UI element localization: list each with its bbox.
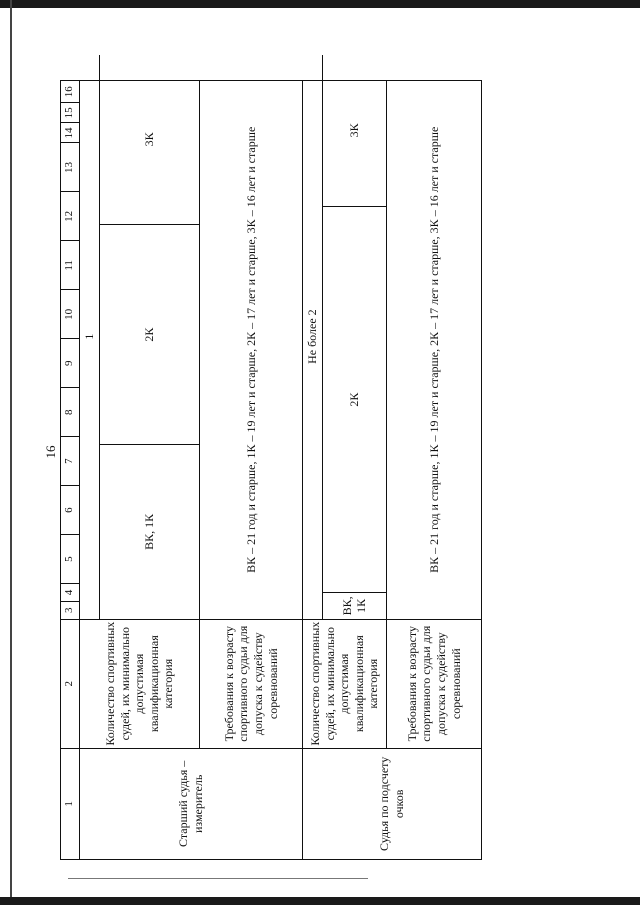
table-rotor [60, 80, 480, 860]
count-category-cell [80, 81, 200, 620]
count-label-cell: Количество спортивных судей, их минимально допустимая квалификационная категория [80, 619, 200, 748]
header-cell: 13 [61, 143, 80, 192]
scan-edge-bottom [0, 897, 640, 905]
header-cell: 1 [61, 748, 80, 859]
header-cell: 14 [61, 123, 80, 143]
count-category-grid [80, 55, 199, 619]
header-cell: 3 [61, 601, 80, 619]
count-value: 1 [80, 55, 99, 619]
header-cell: 10 [61, 290, 80, 339]
scan-edge-left [10, 0, 12, 905]
header-cell: 11 [61, 241, 80, 290]
age-label-cell: Требования к возрасту спортивного судьи для допуска к судейству соревнований [200, 619, 303, 748]
role-cell: Судья по подсчету очков [303, 748, 482, 859]
header-cell: 12 [61, 192, 80, 241]
header-cell: 8 [61, 388, 80, 437]
category-value: 3К [322, 55, 386, 207]
header-cell: 6 [61, 486, 80, 535]
category-value: 2К [322, 207, 386, 593]
table-row [387, 81, 482, 860]
header-cell: 7 [61, 437, 80, 486]
age-value-cell: ВК – 21 год и старше, 1К – 19 лет и старше, 2К – 17 лет и старше, 3К – 16 лет и старше [387, 81, 482, 620]
age-value-cell: ВК – 21 год и старше, 1К – 19 лет и старше, 2К – 17 лет и старше, 3К – 16 лет и старше [200, 81, 303, 620]
count-value: Не более 2 [303, 55, 322, 619]
footer-rule [68, 878, 368, 879]
header-cell: 16 [61, 81, 80, 103]
page-number: 16 [43, 445, 58, 459]
header-row [61, 81, 80, 860]
age-label-cell: Требования к возрасту спортивного судьи для допуска к судейству соревнований [387, 619, 482, 748]
header-cell: 2 [61, 619, 80, 748]
table-row [200, 81, 303, 860]
count-label-cell: Количество спортивных судей, их минимально допустимая квалификационная категория [303, 619, 387, 748]
count-category-cell [303, 81, 387, 620]
table-row [80, 81, 200, 860]
referee-requirements-table [60, 80, 482, 860]
scan-edge-top [0, 0, 640, 8]
role-cell: Старший судья – измеритель [80, 748, 303, 859]
rotated-sheet [60, 80, 480, 860]
header-cell: 15 [61, 103, 80, 123]
table-row [303, 81, 387, 860]
header-cell: 9 [61, 339, 80, 388]
header-cell: 4 [61, 584, 80, 602]
category-value: ВК, 1К [141, 513, 156, 550]
category-value: 3К [99, 55, 199, 225]
header-cell: 5 [61, 535, 80, 584]
category-value: 2К [99, 225, 199, 445]
category-value: ВК, 1К [322, 593, 386, 619]
count-category-grid [303, 55, 386, 619]
